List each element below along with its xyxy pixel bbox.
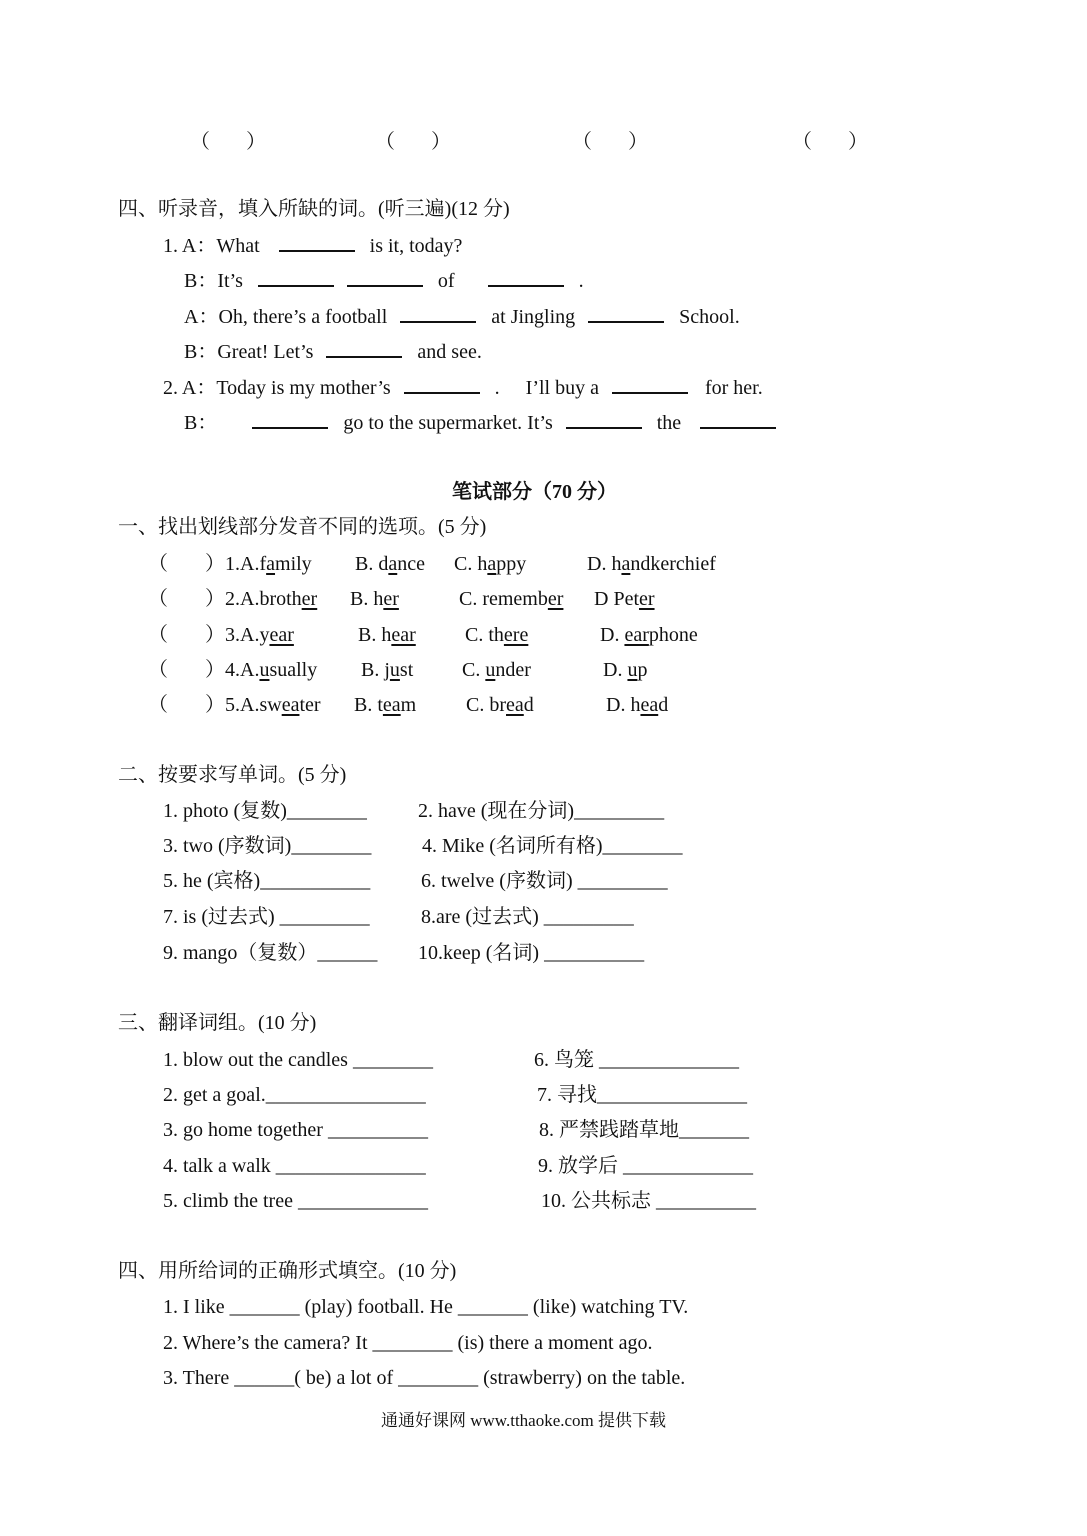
option-d: D Peter [594, 588, 655, 610]
word-item: 2. have (现在分词)_________ [418, 800, 665, 822]
option-a: ）5.A.sweater [205, 694, 321, 716]
underlined-letters: u [485, 659, 496, 681]
question-number: ）5.A. [205, 694, 260, 716]
question-number: ）4.A. [205, 659, 260, 681]
answer-blank[interactable] [400, 303, 476, 323]
underlined-letters: a [266, 553, 276, 575]
underlined-letters: er [301, 588, 318, 610]
answer-blank[interactable] [252, 409, 328, 429]
option-b: B. her [350, 588, 399, 610]
word-item: 5. he (宾格)___________ [163, 870, 371, 892]
dialogue-line: 2. A：Today is my mother’s . I’ll buy a for her. [163, 374, 763, 401]
answer-paren-close: ） [848, 131, 868, 153]
answer-paren-open: （ [190, 131, 210, 153]
fill-sentence: 3. There ______( be) a lot of ________ (strawberry) on the table. [163, 1367, 686, 1389]
phrase-item: 2. get a goal.________________ [163, 1084, 426, 1106]
option-c: C. under [462, 659, 531, 681]
section-heading: 三、翻译词组。(10 分) [118, 1012, 317, 1034]
underlined-letters: ear [624, 624, 649, 646]
option-a: ）2.A.brother [205, 588, 318, 610]
answer-paren-close: ） [628, 131, 648, 153]
fill-sentence: 1. I like _______ (play) football. He _______ (like) watching TV. [163, 1296, 689, 1318]
answer-paren-open[interactable]: （ [148, 553, 168, 575]
option-b: B. hear [358, 624, 416, 646]
underlined-letters: u [389, 659, 400, 681]
answer-blank[interactable] [566, 409, 642, 429]
answer-paren-open[interactable]: （ [148, 624, 168, 646]
phrase-item: 6. 鸟笼 ______________ [534, 1049, 739, 1071]
phrase-item: 5. climb the tree _____________ [163, 1190, 428, 1212]
underlined-letters: ea [382, 694, 401, 716]
question-number: ）3.A. [205, 624, 260, 646]
option-c: C. there [465, 624, 529, 646]
answer-paren-open: （ [572, 131, 592, 153]
dialogue-line: B： go to the supermarket. It’s the [184, 409, 776, 436]
option-d: D. earphone [600, 624, 698, 646]
answer-paren-open[interactable]: （ [148, 659, 168, 681]
answer-paren-open[interactable]: （ [148, 694, 168, 716]
option-b: B. just [361, 659, 414, 681]
underlined-letters: a [621, 553, 631, 575]
word-item: 10.keep (名词) __________ [418, 942, 645, 964]
underlined-letters: ere [503, 624, 529, 646]
option-c: C. bread [466, 694, 534, 716]
section-heading: 四、用所给词的正确形式填空。(10 分) [118, 1260, 457, 1282]
option-a: ）4.A.usually [205, 659, 318, 681]
written-part-title: 笔试部分（70 分） [452, 481, 617, 503]
option-b: B. team [354, 694, 417, 716]
underlined-letters: u [259, 659, 270, 681]
question-number: ）2.A. [205, 588, 260, 610]
word-item: 8.are (过去式) _________ [421, 906, 634, 928]
answer-blank[interactable] [326, 338, 402, 358]
underlined-letters: er [639, 588, 655, 610]
underlined-letters: ear [391, 624, 416, 646]
underlined-letters: er [383, 588, 399, 610]
word-item: 6. twelve (序数词) _________ [421, 870, 668, 892]
answer-paren-open: （ [375, 131, 395, 153]
answer-blank[interactable] [279, 232, 355, 252]
answer-paren-close: ） [246, 131, 266, 153]
dialogue-line: B：It’s of . [184, 267, 584, 294]
phrase-item: 9. 放学后 _____________ [538, 1155, 753, 1177]
underlined-letters: ea [640, 694, 659, 716]
phrase-item: 1. blow out the candles ________ [163, 1049, 433, 1071]
option-a: ）3.A.year [205, 624, 294, 646]
answer-blank[interactable] [612, 374, 688, 394]
answer-paren-open: （ [792, 131, 812, 153]
dialogue-line: A：Oh, there’s a football at Jingling School. [184, 303, 740, 330]
word-item: 3. two (序数词)________ [163, 835, 372, 857]
underlined-letters: a [487, 553, 497, 575]
dialogue-line: B：Great! Let’s and see. [184, 338, 482, 365]
option-b: B. dance [355, 553, 425, 575]
answer-blank[interactable] [404, 374, 480, 394]
answer-blank[interactable] [588, 303, 664, 323]
answer-blank[interactable] [347, 267, 423, 287]
word-item: 4. Mike (名词所有格)________ [422, 835, 683, 857]
answer-paren-close: ） [431, 131, 451, 153]
footer-credit: 通通好课网 www.tthaoke.com 提供下载 [381, 1411, 667, 1430]
phrase-item: 4. talk a walk _______________ [163, 1155, 426, 1177]
underlined-letters: ea [506, 694, 524, 716]
section-heading: 二、按要求写单词。(5 分) [118, 764, 347, 786]
underlined-letters: u [627, 659, 638, 681]
option-d: D. up [603, 659, 648, 681]
option-a: ）1.A.family [205, 553, 312, 575]
answer-paren-open[interactable]: （ [148, 588, 168, 610]
word-item: 1. photo (复数)________ [163, 800, 367, 822]
dialogue-line: 1. A：What is it, today? [163, 232, 462, 259]
phrase-item: 8. 严禁践踏草地_______ [539, 1119, 749, 1141]
phrase-item: 10. 公共标志 __________ [541, 1190, 756, 1212]
option-c: C. happy [454, 553, 527, 575]
fill-sentence: 2. Where’s the camera? It ________ (is) there a moment ago. [163, 1332, 653, 1354]
underlined-letters: a [388, 553, 398, 575]
question-number: ）1.A. [205, 553, 260, 575]
section-heading: 一、找出划线部分发音不同的选项。(5 分) [118, 516, 487, 538]
answer-blank[interactable] [258, 267, 334, 287]
underlined-letters: er [547, 588, 564, 610]
answer-blank[interactable] [700, 409, 776, 429]
word-item: 9. mango（复数）______ [163, 942, 378, 964]
option-d: D. handkerchief [587, 553, 716, 575]
word-item: 7. is (过去式) _________ [163, 906, 370, 928]
option-d: D. head [606, 694, 669, 716]
underlined-letters: ea [281, 694, 300, 716]
phrase-item: 7. 寻找_______________ [537, 1084, 747, 1106]
option-c: C. remember [459, 588, 564, 610]
section-heading: 四、听录音，填入所缺的词。(听三遍)(12 分) [118, 198, 510, 220]
phrase-item: 3. go home together __________ [163, 1119, 428, 1141]
answer-blank[interactable] [488, 267, 564, 287]
underlined-letters: ear [269, 624, 294, 646]
